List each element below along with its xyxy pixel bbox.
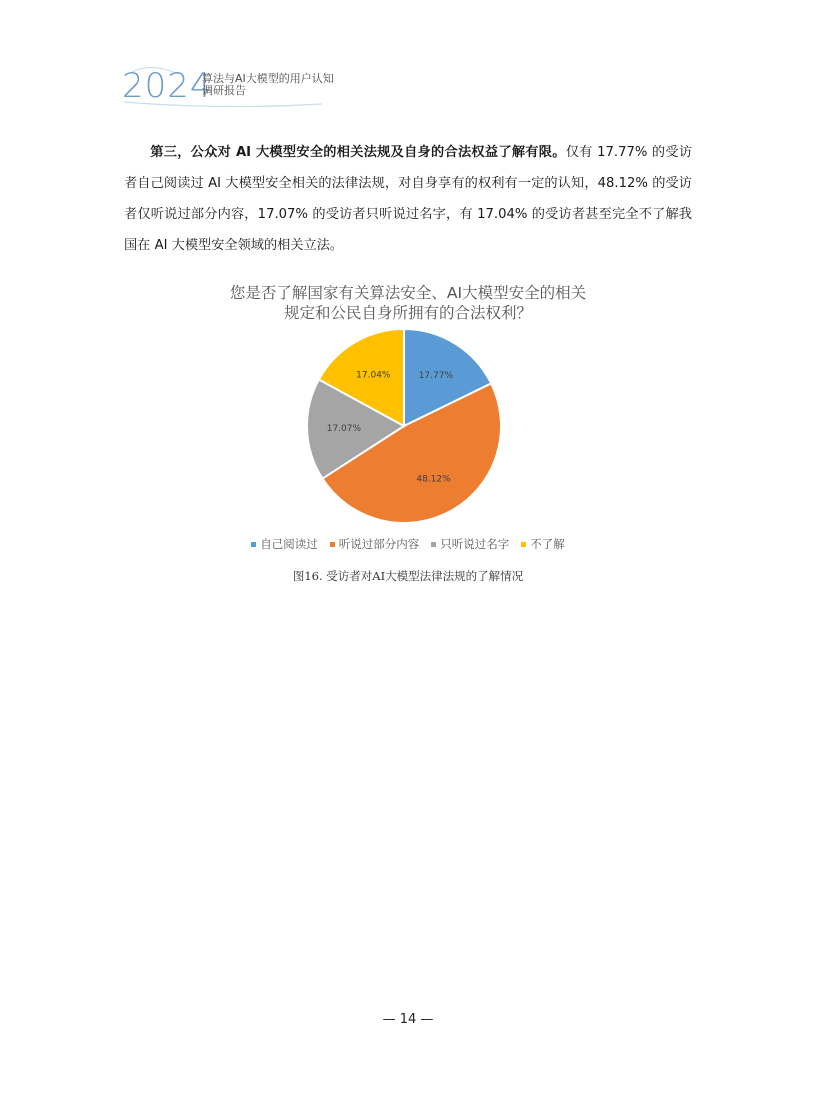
pie-label-4: 17.04% [356,370,391,381]
legend-label-1: 自己阅读过 [260,537,318,551]
body-paragraph [124,137,692,261]
report-title [202,73,334,97]
figure-caption: 图16. 受访者对AI大模型法律法规的了解情况 [292,569,524,583]
chart-title-line2: 规定和公民自身所拥有的合法权利？ [283,304,532,322]
legend-item-2 [330,536,420,552]
pie-label-1: 17.77% [418,370,454,381]
report-header [122,64,352,114]
legend-label-2: 听说过部分内容 [338,537,420,551]
pie-chart [300,324,510,534]
pie-label-2: 48.12% [416,474,451,485]
legend-swatch-3 [431,542,436,547]
paragraph-lead: 第三，公众对 AI 大模型安全的相关法规及自身的合法权益了解有限。 [150,145,566,160]
report-year: 2024 [122,66,213,106]
paragraph-text: 仅有 17.77% 的受访者自己阅读过 AI 大模型安全相关的法律法规，对自身享有的权利有一定的认知，48.12% 的受访者仅听说过部分内容，17.07% 的受访者只听说过名字，有 17.04% 的受访者甚至完全不了解我国在 AI 大模型安全领域的相关立法。 [124,145,693,253]
legend-label-3: 只听说过名字 [440,537,510,551]
legend-swatch-4 [521,542,526,547]
legend-item-4 [521,536,565,552]
chart-title-line1: 您是否了解国家有关算法安全、AI大模型安全的相关 [229,284,587,302]
pie-label-3: 17.07% [326,424,362,435]
chart-title [200,283,616,323]
page-number: — 14 — [382,1012,434,1027]
legend-swatch-1 [251,542,256,547]
chart-legend [200,536,616,552]
legend-label-4: 不了解 [530,537,565,551]
report-title-line2: 调研报告 [202,84,246,97]
legend-item-3 [431,536,509,552]
legend-swatch-2 [330,542,335,547]
report-title-line1: 算法与AI大模型的用户认知 [202,72,334,85]
legend-item-1 [251,536,318,552]
